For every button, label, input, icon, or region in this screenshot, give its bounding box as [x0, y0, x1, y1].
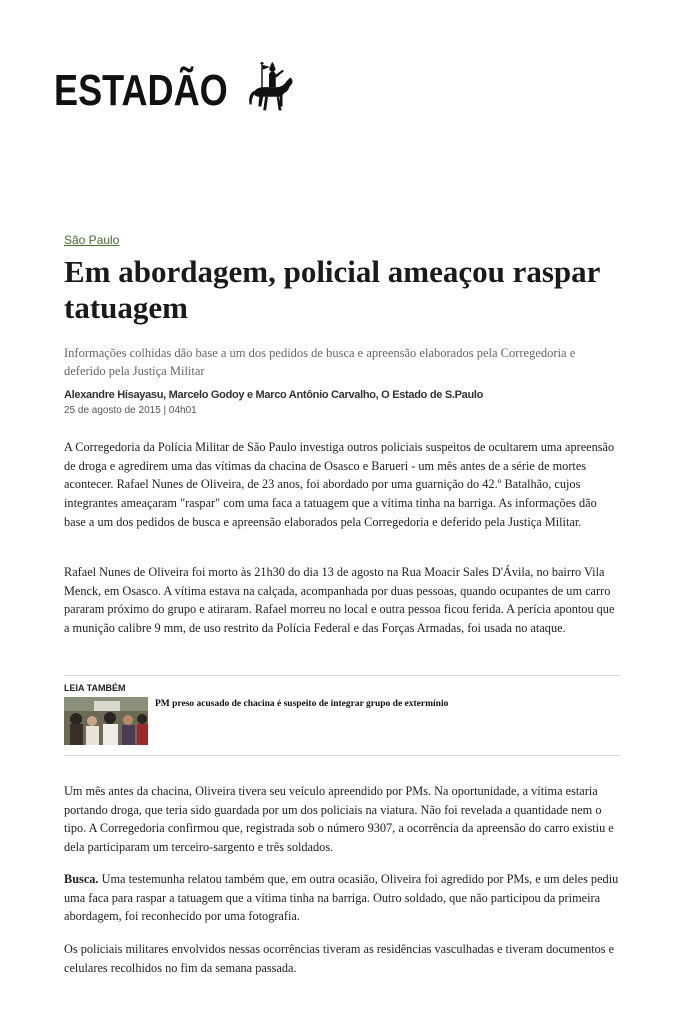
related-divider-top: [64, 675, 620, 676]
related-label: LEIA TAMBÉM: [64, 683, 126, 693]
article-paragraph-5: Os policiais militares envolvidos nessas ocorrências tiveram as residências vasculhadas e tiveram documentos e celulares recolhidos no fim da semana passada.: [64, 942, 615, 975]
article-paragraph-2: Rafael Nunes de Oliveira foi morto às 21h30 do dia 13 de agosto na Rua Moacir Sales D'Ávila, no bairro Vila Menck, em Osasco. A vítima estava na calçada, acompanhada por duas pessoas, quando ocupantes de um carro pararam próximo do grupo e atiraram. Rafael morreu no local e outra pessoa ficou ferida. A perícia apontou que a munição calibre 9 mm, de uso restrito da Polícia Federal e das Forças Armadas, foi usada no ataque.: [64, 565, 615, 636]
related-thumbnail[interactable]: [64, 697, 148, 745]
related-divider-bottom: [64, 755, 620, 756]
related-article-link[interactable]: PM preso acusado de chacina é suspeito de integrar grupo de extermínio: [155, 699, 449, 709]
site-logo[interactable]: [54, 62, 298, 120]
article-subtitle: Informações colhidas dão base a um dos pedidos de busca e apreensão elaborados pela Corregedoria e deferido pela Justiça Militar: [64, 346, 576, 378]
article-paragraph-1: A Corregedoria da Polícia Militar de São Paulo investiga outros policiais suspeitos de ocultarem uma apreensão de droga e agredirem uma das vítimas da chacina de Osasco e Barueri - um mês antes de a série de mortes acontecer. Rafael Nunes de Oliveira, de 23 anos, foi abordado por uma guarnição do 42.º Batalhão, cujos integrantes ameaçaram "raspar" com uma faca a tatuagem que a vítima tinha na barriga. As informações dão base a um dos pedidos de busca e apreensão elaborados pela Corregedoria e deferido pela Justiça Militar.: [64, 440, 615, 529]
busca-lead: Busca.: [64, 872, 99, 886]
knight-on-horse-icon: [240, 62, 298, 120]
article-paragraph-3: Um mês antes da chacina, Oliveira tivera seu veículo apreendido por PMs. Na oportunidade, a vítima estaria portando droga, que teria sido guardada por um dos policiais na viatura. Não foi revelada a quantidade nem o tipo. A Corregedoria confirmou que, registrada sob o número 9307, a ocorrência da apreensão do carro existiu e dela participaram um terceiro-sargento e três soldados.: [64, 784, 614, 855]
article-authors: Alexandre Hisayasu, Marcelo Godoy e Marco Antônio Carvalho, O Estado de S.Paulo: [64, 389, 484, 401]
section-link-sao-paulo[interactable]: São Paulo: [64, 233, 120, 247]
article-dateline: 25 de agosto de 2015 | 04h01: [64, 405, 197, 416]
article-paragraph-4-text: Uma testemunha relatou também que, em outra ocasião, Oliveira foi agredido por PMs, e um deles pediu uma faca para raspar a tatuagem que a vítima tinha na barriga. Outro soldado, que não participou da primeira abordagem, foi reconhecido por uma fotografia.: [64, 872, 619, 924]
logo-wordmark: ESTADÃO: [54, 66, 228, 115]
article-paragraph-4: [64, 870, 620, 926]
article-headline: Em abordagem, policial ameaçou raspar tatuagem: [64, 254, 600, 325]
